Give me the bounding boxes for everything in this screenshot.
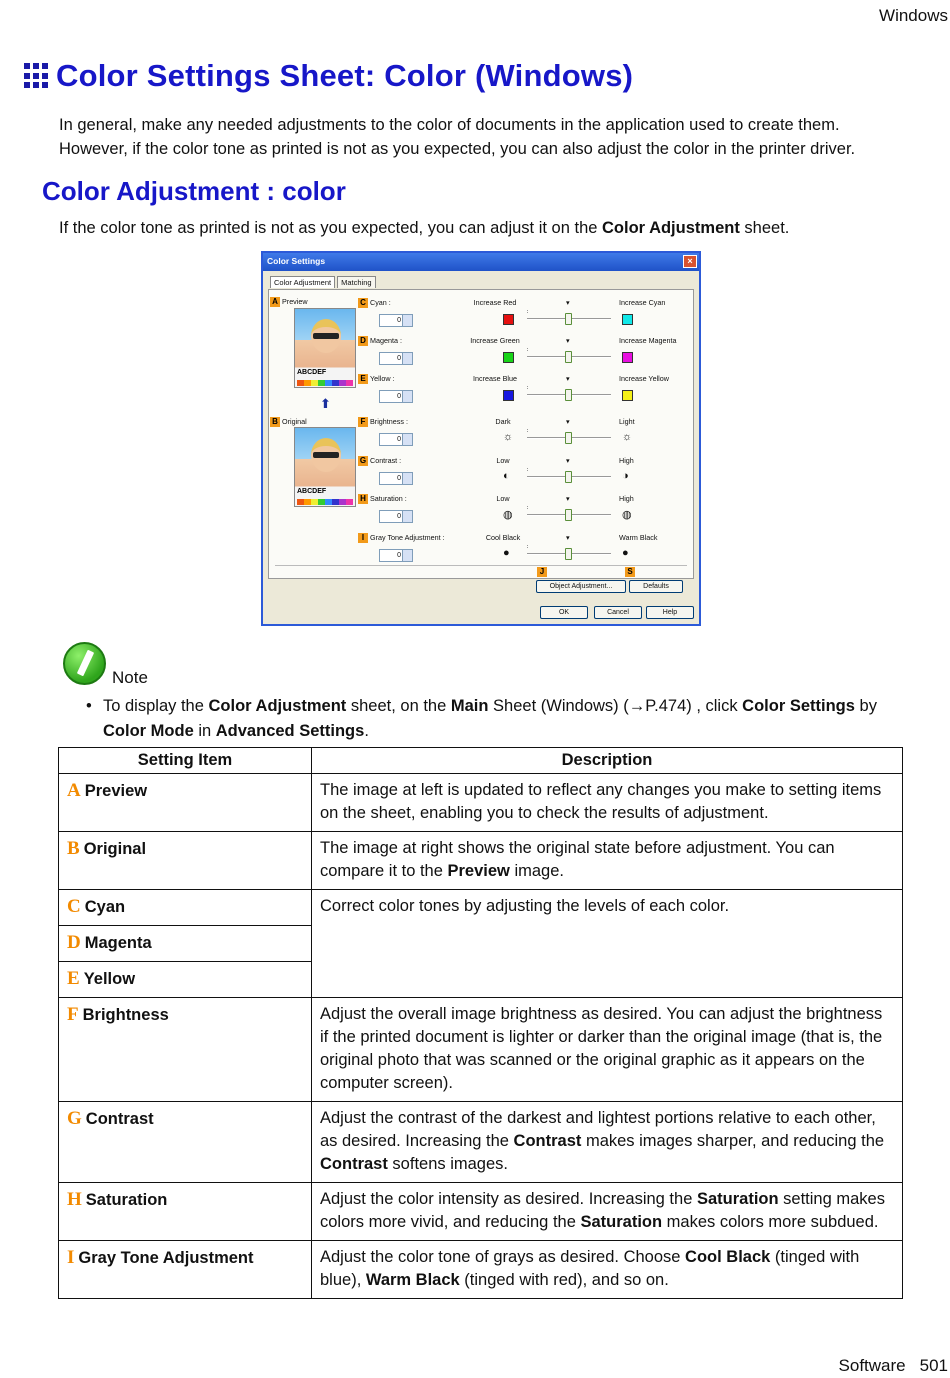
- brightness-center-tick: ▾: [566, 417, 570, 426]
- item-magenta: D Magenta: [59, 926, 312, 962]
- brightness-right-label: Light: [619, 417, 635, 426]
- magenta-spinbox[interactable]: 0: [379, 352, 413, 365]
- yellow-slider-thumb[interactable]: [565, 389, 572, 401]
- graytoneadjustment-left-label: Cool Black: [485, 533, 521, 542]
- original-image: ABCDEF: [294, 427, 356, 507]
- tab-matching[interactable]: Matching: [337, 276, 375, 288]
- defaults-button[interactable]: Defaults: [629, 580, 683, 593]
- note-pencil-icon: [63, 642, 106, 685]
- desc-cmy: Correct color tones by adjusting the levels of each color.: [312, 890, 903, 998]
- item-yellow: E Yellow: [59, 962, 312, 998]
- contrast-label: G Contrast :: [359, 456, 402, 465]
- graytoneadjustment-center-tick: ▾: [566, 533, 570, 542]
- brightness-right-icon: ☼: [622, 431, 633, 443]
- intro-line-2: However, if the color tone as printed is not as you expected, you can also adjust the color in the printer driver.: [59, 140, 856, 158]
- cyan-right-swatch: [622, 314, 633, 325]
- brightness-left-label: Dark: [495, 417, 511, 426]
- mark-a: A: [270, 297, 280, 307]
- contrast-left-icon: ◐: [503, 470, 510, 482]
- magenta-slider-thumb[interactable]: [565, 351, 572, 363]
- dialog-panel: [268, 289, 694, 579]
- cyan-left-label: Increase Red: [473, 298, 517, 307]
- yellow-left-swatch: [503, 390, 514, 401]
- magenta-right-swatch: [622, 352, 633, 363]
- header-setting-item: Setting Item: [59, 748, 312, 774]
- graytoneadjustment-right-label: Warm Black: [619, 533, 658, 542]
- dialog-title: Color Settings: [267, 256, 326, 266]
- yellow-center-tick: ▾: [566, 374, 570, 383]
- mark-j: J: [537, 567, 549, 577]
- saturation-left-icon: ◍: [503, 509, 513, 521]
- magenta-right-label: Increase Magenta: [619, 336, 677, 345]
- section-intro-tail: sheet.: [739, 219, 790, 237]
- yellow-spinbox[interactable]: 0: [379, 390, 413, 403]
- cyan-slider-thumb[interactable]: [565, 313, 572, 325]
- page-footer: [825, 1356, 948, 1376]
- contrast-spinbox[interactable]: 0: [379, 472, 413, 485]
- arrow-up-icon: ⬆: [320, 396, 331, 411]
- header-description: Description: [312, 748, 903, 774]
- close-icon[interactable]: ×: [683, 255, 697, 268]
- saturation-right-label: High: [619, 494, 634, 503]
- note-bullet: • To display the Color Adjustment sheet, on the Main Sheet (Windows) (→P.474) , click Color Settings by Color Mode in Advanced Settings.: [86, 694, 906, 744]
- tab-color-adjustment[interactable]: Color Adjustment: [270, 276, 335, 288]
- mark-s: S: [625, 567, 637, 577]
- magenta-label: D Magenta :: [358, 336, 402, 346]
- item-contrast: G Contrast: [59, 1102, 312, 1183]
- graytoneadjustment-slider-thumb[interactable]: [565, 548, 572, 560]
- table-row: [59, 998, 903, 1102]
- magenta-left-swatch: [503, 352, 514, 363]
- intro-line-1: In general, make any needed adjustments to the color of documents in the application used to create them.: [59, 116, 840, 134]
- desc-original: The image at right shows the original state before adjustment. You can compare it to the Preview image.: [312, 832, 903, 890]
- cyan-center-tick: ▾: [566, 298, 570, 307]
- table-row: [59, 1102, 903, 1183]
- item-brightness: F Brightness: [59, 998, 312, 1102]
- item-cyan: C Cyan: [59, 890, 312, 926]
- color-settings-dialog: [261, 251, 701, 626]
- footer-section: Software: [838, 1356, 906, 1375]
- cyan-label: C Cyan :: [358, 298, 391, 308]
- brightness-slider-thumb[interactable]: [565, 432, 572, 444]
- yellow-right-swatch: [622, 390, 633, 401]
- section-intro-bold: Color Adjustment: [602, 219, 740, 237]
- grid-icon: [24, 63, 50, 89]
- cancel-button[interactable]: Cancel: [594, 606, 642, 619]
- desc-gray-tone: Adjust the color tone of grays as desired. Choose Cool Black (tinged with blue), Warm Black (tinged with red), and so on.: [312, 1241, 903, 1299]
- contrast-slider-thumb[interactable]: [565, 471, 572, 483]
- graytoneadjustment-right-icon: ●: [622, 547, 629, 559]
- preview-label: A Preview: [270, 297, 308, 307]
- graytoneadjustment-spinbox[interactable]: 0: [379, 549, 413, 562]
- brightness-label: F Brightness :: [358, 417, 408, 427]
- contrast-right-icon: ◑: [622, 470, 629, 482]
- item-preview: A Preview: [59, 774, 312, 832]
- desc-brightness: Adjust the overall image brightness as desired. You can adjust the brightness if the printed document is lighter or darker than the original image (that is, the original photo that was scanned or the original graphic as it appears on the computer screen).: [312, 998, 903, 1102]
- saturation-label: H Saturation :: [358, 494, 407, 504]
- graytoneadjustment-label: I Gray Tone Adjustment :: [358, 533, 445, 543]
- table-row: [59, 1241, 903, 1299]
- table-row: [59, 890, 903, 926]
- ok-button[interactable]: OK: [540, 606, 588, 619]
- desc-saturation: Adjust the color intensity as desired. Increasing the Saturation setting makes colors more vivid, and reducing the Saturation makes colors more subdued.: [312, 1183, 903, 1241]
- page-link[interactable]: Sheet (Windows) (→P.474) , click: [488, 697, 743, 715]
- saturation-center-tick: ▾: [566, 494, 570, 503]
- item-saturation: H Saturation: [59, 1183, 312, 1241]
- cyan-right-label: Increase Cyan: [619, 298, 666, 307]
- table-row: [59, 774, 903, 832]
- section-intro: [59, 216, 789, 240]
- dialog-titlebar: [263, 253, 699, 271]
- saturation-left-label: Low: [496, 494, 510, 503]
- contrast-left-label: Low: [496, 456, 510, 465]
- settings-table: [58, 747, 903, 1299]
- object-adjustment-button[interactable]: Object Adjustment...: [536, 580, 626, 593]
- mark-b: B: [270, 417, 280, 427]
- saturation-right-icon: ◍: [622, 509, 632, 521]
- desc-preview: The image at left is updated to reflect any changes you make to setting items on the sheet, enabling you to check the results of adjustment.: [312, 774, 903, 832]
- cyan-left-swatch: [503, 314, 514, 325]
- saturation-spinbox[interactable]: 0: [379, 510, 413, 523]
- yellow-left-label: Increase Blue: [473, 374, 517, 383]
- contrast-center-tick: ▾: [566, 456, 570, 465]
- brightness-left-icon: ☼: [503, 431, 514, 443]
- running-header: Windows: [879, 6, 948, 25]
- table-header-row: [59, 748, 903, 774]
- cyan-spinbox[interactable]: 0: [379, 314, 413, 327]
- brightness-spinbox[interactable]: 0: [379, 433, 413, 446]
- table-row: [59, 1183, 903, 1241]
- magenta-left-label: Increase Green: [470, 336, 520, 345]
- section-intro-text: If the color tone as printed is not as you expected, you can adjust it on the: [59, 219, 603, 237]
- magenta-center-tick: ▾: [566, 336, 570, 345]
- page-title-text: Color Settings Sheet: Color (Windows): [56, 58, 634, 93]
- contrast-right-label: High: [619, 456, 634, 465]
- yellow-label: E Yellow :: [358, 374, 395, 384]
- section-heading: Color Adjustment : color: [42, 176, 346, 206]
- original-label: B Original: [270, 417, 307, 427]
- page-number: 501: [919, 1356, 948, 1375]
- page-title: [24, 58, 633, 94]
- separator: [275, 565, 687, 566]
- item-original: B Original: [59, 832, 312, 890]
- graytoneadjustment-left-icon: ●: [503, 547, 510, 559]
- desc-contrast: Adjust the contrast of the darkest and lightest portions relative to each other, as desired. Increasing the Contrast makes images sharper, and reducing the Contrast softens images.: [312, 1102, 903, 1183]
- yellow-right-label: Increase Yellow: [619, 374, 669, 383]
- note-label: Note: [112, 668, 148, 687]
- preview-image: ABCDEF: [294, 308, 356, 388]
- item-gray-tone: I Gray Tone Adjustment: [59, 1241, 312, 1299]
- help-button[interactable]: Help: [646, 606, 694, 619]
- saturation-slider-thumb[interactable]: [565, 509, 572, 521]
- table-row: [59, 832, 903, 890]
- dialog-tabs: [270, 276, 378, 288]
